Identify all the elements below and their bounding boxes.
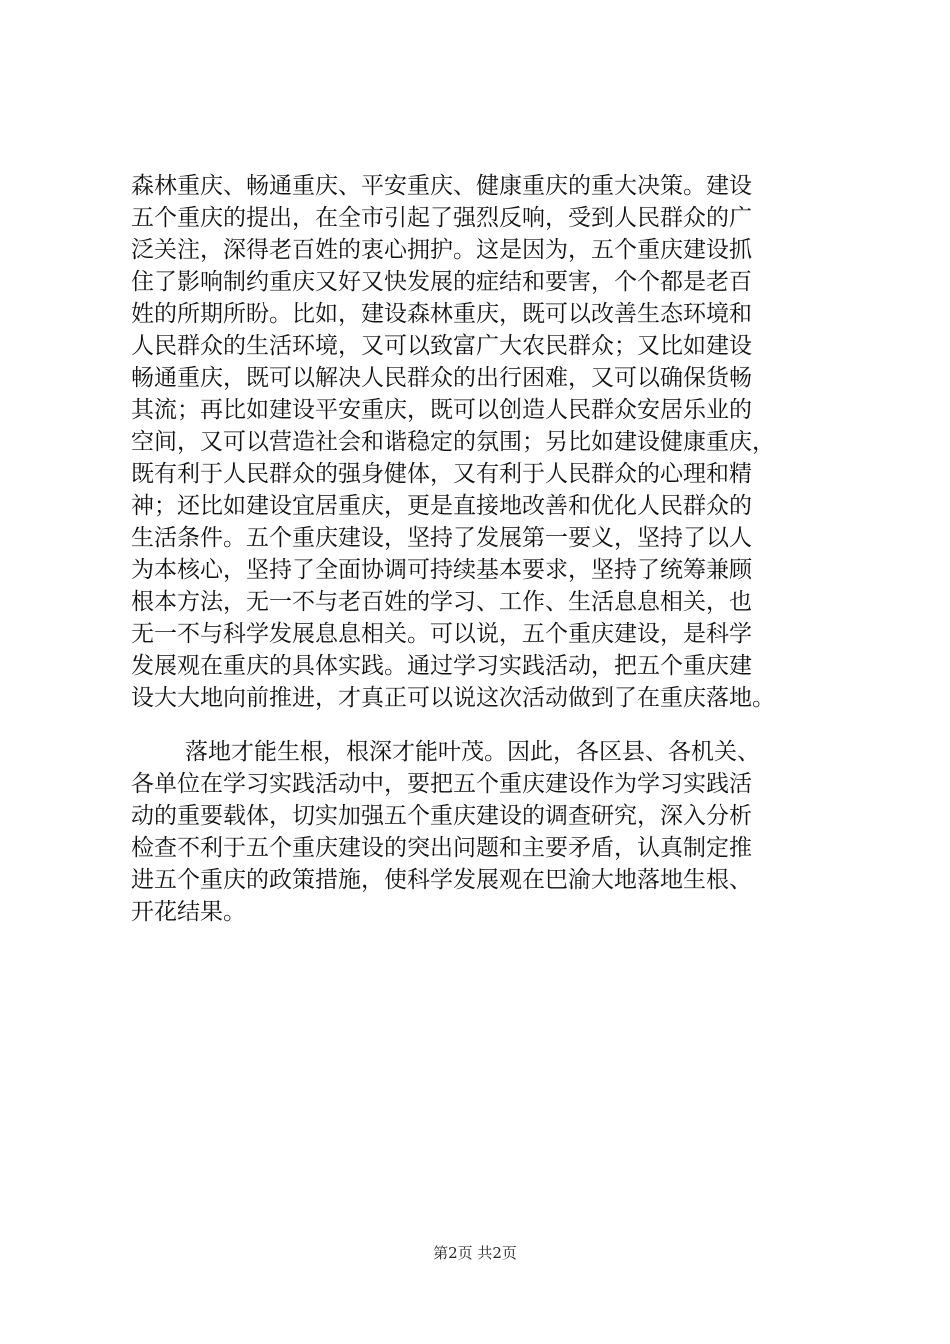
paragraph-2 bbox=[131, 736, 831, 928]
text-line: 泛关注，深得老百姓的衷心拥护。这是因为，五个重庆建设抓 bbox=[131, 237, 752, 263]
text-line: 落地才能生根，根深才能叶茂。因此，各区县、各机关、 bbox=[185, 739, 760, 765]
text-line: 神；还比如建设宜居重庆，更是直接地改善和优化人民群众的 bbox=[131, 493, 752, 519]
text-line: 设大大地向前推进，才真正可以说这次活动做到了在重庆落地。 bbox=[131, 685, 775, 711]
text-line: 根本方法，无一不与老百姓的学习、工作、生活息息相关，也 bbox=[131, 589, 752, 615]
text-line: 动的重要载体，切实加强五个重庆建设的调查研究，深入分析 bbox=[131, 803, 752, 829]
text-line: 开花结果。 bbox=[131, 899, 246, 925]
text-line: 姓的所期所盼。比如，建设森林重庆，既可以改善生态环境和 bbox=[131, 301, 752, 327]
page-number-label: 第2页 共2页 bbox=[433, 1244, 517, 1262]
text-line: 检查不利于五个重庆建设的突出问题和主要矛盾，认真制定推 bbox=[131, 835, 752, 861]
text-line: 无一不与科学发展息息相关。可以说，五个重庆建设，是科学 bbox=[131, 621, 752, 647]
text-line: 为本核心，坚持了全面协调可持续基本要求，坚持了统筹兼顾 bbox=[131, 557, 752, 583]
text-line: 生活条件。五个重庆建设，坚持了发展第一要义，坚持了以人 bbox=[131, 525, 752, 551]
paragraph-1 bbox=[131, 170, 831, 714]
document-body bbox=[131, 170, 831, 928]
text-line: 发展观在重庆的具体实践。通过学习实践活动，把五个重庆建 bbox=[131, 653, 752, 679]
paragraph-spacing bbox=[131, 714, 831, 736]
text-line: 五个重庆的提出，在全市引起了强烈反响，受到人民群众的广 bbox=[131, 205, 752, 231]
page-footer bbox=[0, 1243, 950, 1263]
text-line: 畅通重庆，既可以解决人民群众的出行困难，又可以确保货畅 bbox=[131, 365, 752, 391]
text-line: 各单位在学习实践活动中，要把五个重庆建设作为学习实践活 bbox=[131, 771, 752, 797]
text-line: 其流；再比如建设平安重庆，既可以创造人民群众安居乐业的 bbox=[131, 397, 752, 423]
text-line: 既有利于人民群众的强身健体，又有利于人民群众的心理和精 bbox=[131, 461, 752, 487]
text-line: 森林重庆、畅通重庆、平安重庆、健康重庆的重大决策。建设 bbox=[131, 173, 752, 199]
text-line: 住了影响制约重庆又好又快发展的症结和要害，个个都是老百 bbox=[131, 269, 752, 295]
text-line: 空间，又可以营造社会和谐稳定的氛围；另比如建设健康重庆， bbox=[131, 429, 775, 455]
text-line: 进五个重庆的政策措施，使科学发展观在巴渝大地落地生根、 bbox=[131, 867, 752, 893]
text-line: 人民群众的生活环境，又可以致富广大农民群众；又比如建设 bbox=[131, 333, 752, 359]
